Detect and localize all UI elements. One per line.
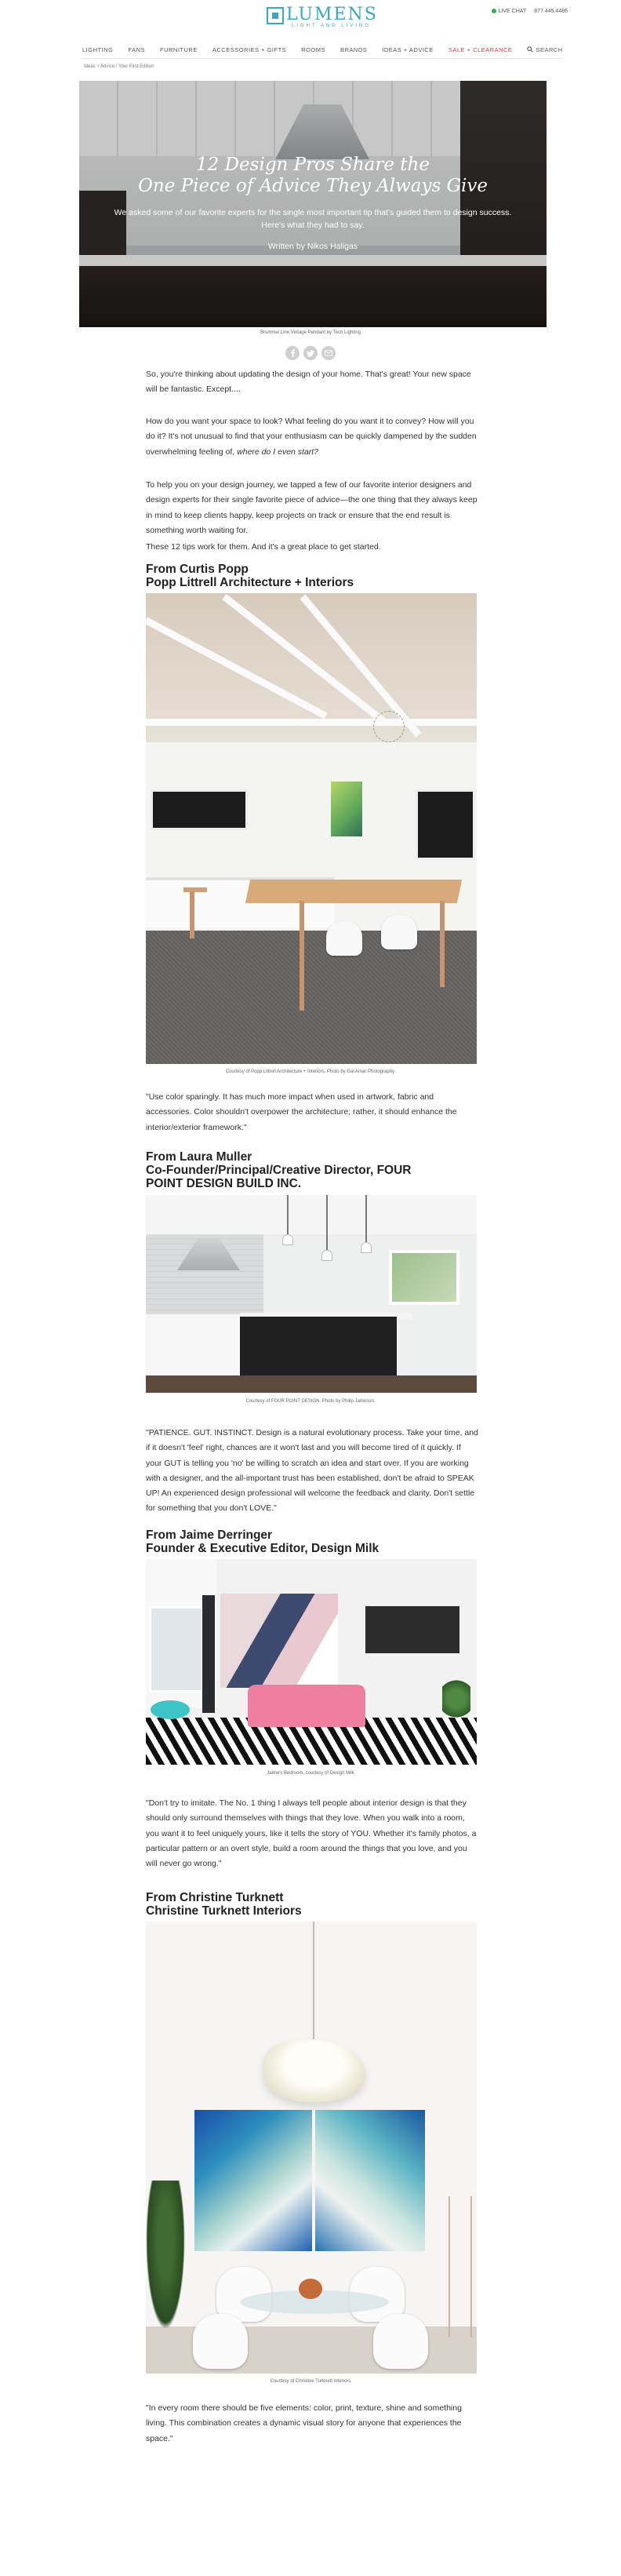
main-nav: [82, 44, 562, 55]
breadcrumb[interactable]: Ideas + Advice / Your First Edition: [84, 64, 154, 69]
section-heading-line: From Curtis Popp: [146, 563, 249, 576]
photo-pendant-shade: [282, 1234, 293, 1245]
photo-wall-art: [331, 782, 362, 836]
live-chat-link[interactable]: [492, 9, 527, 14]
photo-pendant-shade: [361, 1242, 372, 1253]
search-button[interactable]: [527, 46, 577, 53]
section-heading-jaime-derringer: [146, 1528, 483, 1555]
photo-table-leg: [440, 901, 445, 987]
section-heading-curtis-popp: [146, 563, 483, 589]
curtis-popp-kitchen-photo: [146, 593, 477, 1064]
quote-jaime-derringer: "Don't try to imitate. The No. 1 thing I always tell people about interior design is that they should only surround themselves with things that they love. When you walk into a room, you want it to feel uniquely yours, like it tells the story of YOU. Whether it's family photos, a particular pattern or an overt style, build a room around the things that you love, and you will never go wrong.": [146, 1798, 477, 1869]
logo-mark-icon: [267, 7, 284, 24]
photo-chandelier-rod: [313, 1922, 314, 2039]
section-heading-line: From Jaime Derringer: [146, 1528, 273, 1542]
byline: Written by Nikos Haligas: [267, 242, 358, 251]
photo-sofa: [248, 1685, 365, 1727]
photo-painting-right: [315, 2110, 425, 2251]
photo-chandelier: [373, 711, 405, 742]
share-buttons: [285, 346, 336, 360]
nav-item-accessories[interactable]: ACCESSORIES + GIFTS: [212, 46, 287, 53]
hero-image: [79, 81, 547, 327]
photo-plant: [442, 1677, 470, 1721]
photo-chandelier: [263, 2039, 365, 2102]
photo-caption: Jaime's Bedroom, courtesy of Design Milk: [267, 1771, 354, 1776]
photo-chair: [151, 1700, 190, 1719]
twitter-icon[interactable]: [303, 346, 318, 360]
photo-window: [149, 1606, 204, 1692]
section-heading-line: Christine Turknett Interiors: [146, 1904, 302, 1918]
intro-paragraph-3: To help you on your design journey, we tapped a few of our favorite interior designers and design experts for their single favorite piece of advice—the one thing that they always keep in mind to keep clients happy, keep projects on track or ensure that the end result is something worth waiting for.: [146, 480, 478, 535]
photo-floor: [146, 931, 477, 1064]
photo-table-leg: [300, 901, 304, 1011]
quote-christine-turknett: "In every room there should be five elements: color, print, texture, shine and something living. This combination creates a dynamic visual story for anyone that experiences the space.": [146, 2403, 462, 2443]
nav-item-ideas[interactable]: IDEAS + ADVICE: [382, 46, 434, 53]
chat-status-icon: [492, 9, 496, 13]
photo-chair: [326, 921, 362, 956]
quote-laura-muller: "PATIENCE. GUT. INSTINCT. Design is a natural evolutionary process. Take your time, and if it doesn't 'feel' right, chances are it won't last and you will become tired of it quickly. If your GUT is telling you 'no' be willing to scratch an idea and start over. If you are working with a designer, and the all-important trust has been established, don't be afraid to SPEAK UP! An experienced design professional will welcome the feedback and clarity. Don't settle for something that you don't LOVE.": [146, 1428, 478, 1514]
hero-caption[interactable]: Brummel Line Vintage Pendant by Tech Lighting: [260, 330, 361, 335]
photo-caption: Courtesy of Christine Turknett Interiors: [270, 2379, 351, 2384]
photo-wall-art: [365, 1606, 459, 1653]
jaime-derringer-bedroom-photo: [146, 1559, 477, 1765]
photo-stool-leg: [190, 891, 194, 938]
nav-item-brands[interactable]: BRANDS: [340, 46, 368, 53]
photo-painting-left: [194, 2110, 312, 2251]
hero-subtitle-line-1: We asked some of our favorite experts for the single most important tip that's guided them to design success.: [114, 208, 512, 217]
photo-pendant-cord: [365, 1195, 367, 1242]
section-heading-laura-muller: [146, 1150, 483, 1190]
intro-paragraph-2-emphasis: where do I even start?: [237, 446, 319, 457]
laura-muller-kitchen-photo: [146, 1195, 477, 1393]
nav-item-fans[interactable]: FANS: [128, 46, 146, 53]
photo-chair: [373, 2314, 428, 2369]
search-label: SEARCH: [536, 46, 563, 53]
section-heading-line: Founder & Executive Editor, Design Milk: [146, 1542, 380, 1555]
photo-pendant-cord: [287, 1195, 289, 1234]
hero-subtitle: [79, 206, 547, 231]
photo-stool: [183, 887, 207, 892]
header-utilities: [492, 9, 568, 14]
page-title-line-2: One Piece of Advice They Always Give: [138, 176, 488, 196]
photo-dining-table: [245, 880, 462, 903]
section-heading-line: Popp Littrell Architecture + Interiors: [146, 576, 354, 589]
nav-item-lighting[interactable]: LIGHTING: [82, 46, 114, 53]
christine-turknett-dining-photo: [146, 1922, 477, 2374]
nav-divider: [82, 58, 562, 59]
photo-caption: Courtesy of Popp Littrell Architecture + Interiors. Photo by Gal Amar Photography.: [225, 1069, 396, 1074]
section-heading-line: From Christine Turknett: [146, 1891, 284, 1904]
photo-window: [389, 1250, 459, 1305]
intro-paragraph-2: [146, 414, 478, 460]
intro-paragraph-1: So, you're thinking about updating the design of your home. That's great! Your new space will be fantastic. Except....: [146, 370, 471, 395]
section-heading-line: POINT DESIGN BUILD INC.: [146, 1177, 302, 1190]
phone-number[interactable]: 877.445.4486: [534, 9, 568, 14]
logo-tagline: LIGHT AND LIVING: [292, 24, 371, 28]
photo-curtain: [202, 1595, 215, 1713]
photo-mural: [220, 1594, 338, 1688]
photo-flowers: [299, 2279, 322, 2299]
section-heading-line: From Laura Muller: [146, 1150, 252, 1164]
hero-subtitle-line-2: Here's what they had to say.: [261, 220, 365, 230]
facebook-icon[interactable]: [285, 346, 300, 360]
photo-pendant-cord: [326, 1195, 328, 1250]
photo-window: [151, 789, 248, 830]
photo-floor: [146, 1375, 477, 1393]
photo-upper-cabinets: [146, 1195, 477, 1234]
logo[interactable]: [267, 6, 378, 24]
section-heading-line: Co-Founder/Principal/Creative Director, FOUR: [146, 1164, 412, 1177]
photo-shelf: [448, 2196, 472, 2337]
photo-caption: Courtesy of FOUR POINT DESIGN. Photo by Philip Jameson.: [245, 1399, 376, 1404]
photo-beam: [146, 719, 477, 726]
logo-text: LUMENS: [286, 5, 378, 24]
photo-chair: [193, 2314, 248, 2369]
site-header: [0, 0, 621, 41]
quote-curtis-popp: "Use color sparingly. It has much more impact when used in artwork, fabric and accessories. Color shouldn't overpower the architecture; rather, it should enhance the interior/exterior framework.": [146, 1092, 457, 1132]
photo-window: [416, 789, 475, 860]
page-title-line-1: 12 Design Pros Share the: [196, 155, 430, 175]
section-heading-christine-turknett: [146, 1891, 483, 1918]
email-icon[interactable]: [321, 346, 336, 360]
photo-chair: [381, 915, 417, 949]
live-chat-label: LIVE CHAT: [498, 9, 527, 14]
page-title: [79, 155, 547, 197]
nav-item-sale[interactable]: SALE + CLEARANCE: [448, 46, 513, 53]
photo-plant: [146, 2181, 185, 2330]
nav-item-furniture[interactable]: FURNITURE: [160, 46, 198, 53]
search-icon: [527, 46, 533, 53]
photo-pendant-shade: [321, 1250, 332, 1261]
nav-item-rooms[interactable]: ROOMS: [301, 46, 326, 53]
photo-island: [240, 1317, 397, 1379]
intro-paragraph-2-text: How do you want your space to look? What feeling do you want it to convey? How will you do it? It's not unusual to find that your enthusiasm can be quickly dampened by the sudden overwhelming feeling of,: [146, 417, 477, 457]
hero-overlay: [79, 81, 547, 327]
intro-paragraph-4: These 12 tips work for them. And it's a great place to get started.: [146, 542, 381, 552]
